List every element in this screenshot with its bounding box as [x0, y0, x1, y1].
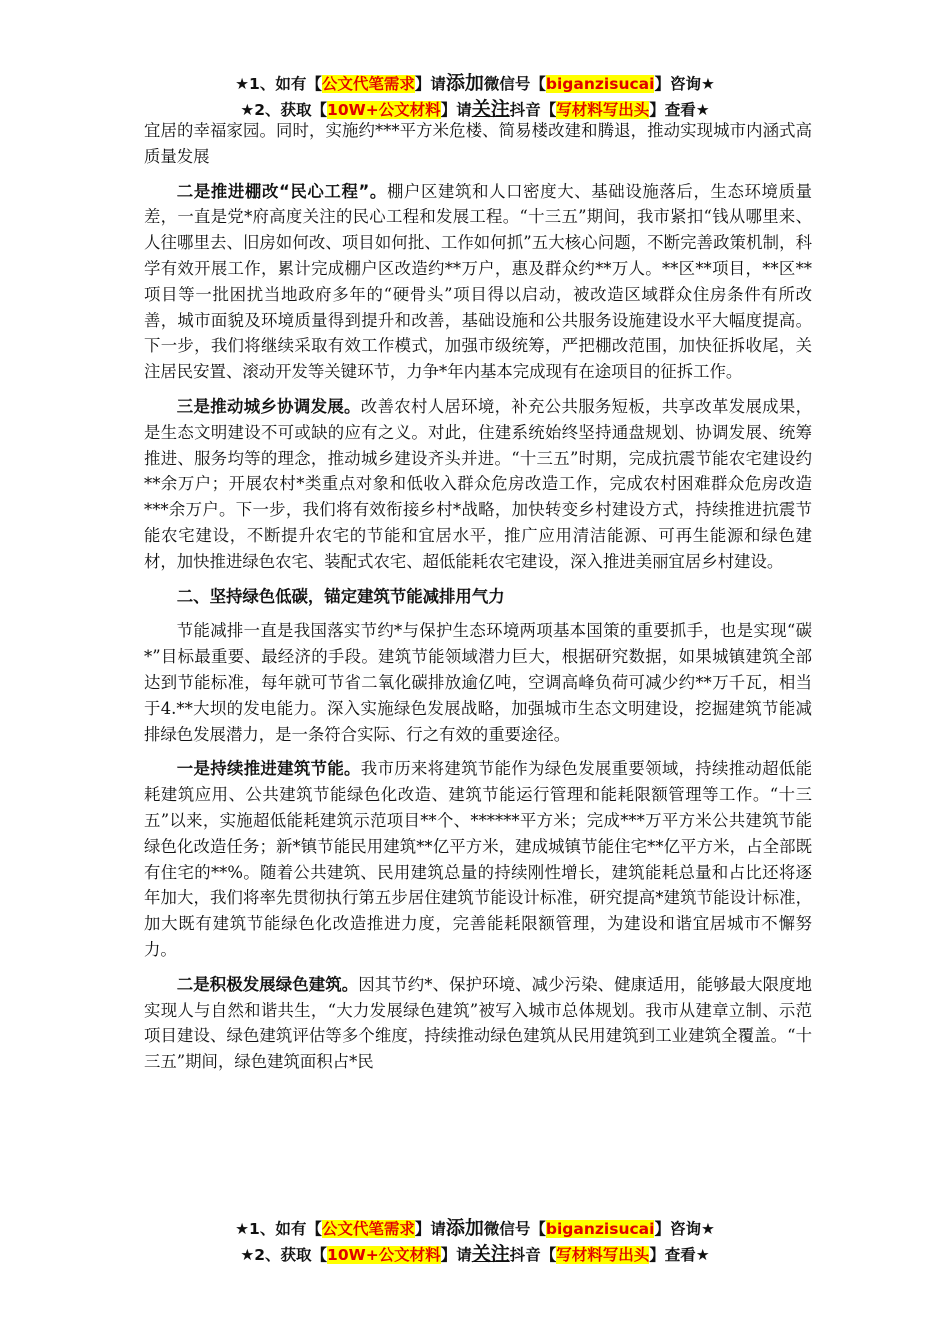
banner-text: 抖音【: [509, 1246, 557, 1264]
banner-tag: 10W+公文材料: [327, 101, 441, 119]
banner-line-1: [0, 70, 950, 96]
banner-tag: 10W+公文材料: [327, 1246, 441, 1264]
paragraph-lead: 二是推进棚改“民心工程”。: [176, 181, 387, 201]
banner-text: 】查看★: [649, 1246, 710, 1264]
banner-emphasis: 添加: [445, 1217, 484, 1239]
paragraph-lead: 三是推动城乡协调发展。: [176, 396, 361, 416]
banner-text: ★2、获取【: [240, 1246, 328, 1264]
paragraph-lead: 一是持续推进建筑节能。: [176, 759, 361, 779]
paragraph-text: 改善农村人居环境，补充公共服务短板，共享改革发展成果，是生态文明建设不可或缺的应有之义。对此，住建系统始终坚持通盘规划、协调发展、统筹推进、服务均等的理念，推动城乡建设齐头并进。“十三五”时期，完成抗震节能农宅建设约**余万户；开展农村*类重点对象和低收入群众危房改造工作，完成农村困难群众危房改造***余万户。下一步，我们将有效衔接乡村*战略，加快转变乡村建设方式，持续推进抗震节能农宅建设，不断提升农宅的节能和宜居水平，推广应用清洁能源、可再生能源和绿色建材，加快推进绿色农宅、装配式农宅、超低能耗农宅建设，深入推进美丽宜居乡村建设。: [144, 396, 813, 571]
paragraph: [144, 618, 812, 747]
section-heading: 二、坚持绿色低碳，锚定建筑节能减排用气力: [176, 586, 505, 606]
document-body: [144, 118, 812, 1084]
paragraph-text: 节能减排一直是我国落实节约*与保护生态环境两项基本国策的重要抓手，也是实现“碳*”目标最重要、最经济的手段。建筑节能领域潜力巨大，根据研究数据，如果城镇建筑全部达到节能标准，每年就可节省二氧化碳排放逾亿吨，空调高峰负荷可减少约**万千瓦，相当于4.**大坝的发电能力。深入实施绿色发展战略，加强城市生态文明建设，挖掘建筑节能减排绿色发展潜力，是一条符合实际、行之有效的重要途径。: [144, 621, 812, 744]
banner-text: ★1、如有【: [235, 1220, 322, 1238]
paragraph: [144, 394, 812, 575]
paragraph: [144, 756, 812, 962]
banner-tag: 公文代笔需求: [321, 75, 415, 93]
banner-text: 微信号【: [483, 75, 546, 93]
banner-tag: biganzisucai: [545, 75, 655, 93]
banner-tag: 写材料写出头: [556, 1246, 650, 1264]
banner-line-2: [0, 1241, 950, 1267]
paragraph: [144, 972, 812, 1075]
top-banner: [0, 70, 950, 122]
banner-emphasis: 关注: [471, 1243, 510, 1265]
banner-text: ★1、如有【: [235, 75, 322, 93]
banner-tag: 公文代笔需求: [321, 1220, 415, 1238]
banner-text: 抖音【: [509, 101, 557, 119]
banner-tag: 写材料写出头: [556, 101, 650, 119]
paragraph-text: 我市历来将建筑节能作为绿色发展重要领域，持续推动超低能耗建筑应用、公共建筑节能绿色化改造、建筑节能运行管理和能耗限额管理等工作。“十三五”以来，实施超低能耗建筑示范项目**个、******平方米；完成***万平方米公共建筑节能绿色化改造任务；新*镇节能民用建筑**亿平方米，建成城镇节能住宅**亿平方米，占全部既有住宅的**%。随着公共建筑、民用建筑总量的持续刚性增长，建筑能耗总量和占比还将逐年加大，我们将率先贯彻执行第五步居住建筑节能设计标准，研究提高*建筑节能设计标准，加大既有建筑节能绿色化改造推进力度，完善能耗限额管理，为建设和谐宜居城市不懈努力。: [144, 759, 813, 959]
banner-tag: biganzisucai: [545, 1220, 655, 1238]
banner-emphasis: 关注: [471, 98, 510, 120]
banner-text: 】查看★: [649, 101, 710, 119]
banner-text: 】请: [414, 1220, 446, 1238]
banner-text: 】请: [414, 75, 446, 93]
paragraph: [144, 179, 812, 385]
banner-text: 】请: [440, 1246, 472, 1264]
bottom-banner: [0, 1215, 950, 1267]
banner-text: 】咨询★: [654, 75, 715, 93]
banner-text: 】请: [440, 101, 472, 119]
banner-emphasis: 添加: [445, 72, 484, 94]
paragraph: [144, 118, 812, 170]
paragraph-text: 棚户区建筑和人口密度大、基础设施落后，生态环境质量差，一直是党*府高度关注的民心工程和发展工程。“十三五”期间，我市紧扣“钱从哪里来、人往哪里去、旧房如何改、项目如何批、工作如何抓”五大核心问题，不断完善政策机制，科学有效开展工作，累计完成棚户区改造约**万户，惠及群众约**万人。**区**项目，**区**项目等一批困扰当地政府多年的“硬骨头”项目得以启动，被改造区域群众住房条件有所改善，城市面貌及环境质量得到提升和改善，基础设施和公共服务设施建设水平大幅度提高。下一步，我们将继续采取有效工作模式，加强市级统筹，严把棚改范围，加快征拆收尾，关注居民安置、滚动开发等关键环节，力争*年内基本完成现有在途项目的征拆工作。: [144, 181, 813, 382]
banner-text: 微信号【: [483, 1220, 546, 1238]
paragraph-lead: 二是积极发展绿色建筑。: [176, 974, 359, 994]
paragraph-text: 因其节约*、保护环境、减少污染、健康适用，能够最大限度地实现人与自然和谐共生，“大力发展绿色建筑”被写入城市总体规划。我市从建章立制、示范项目建设、绿色建筑评估等多个维度，持续推动绿色建筑从民用建筑到工业建筑全覆盖。“十三五”期间，绿色建筑面积占*民: [144, 974, 812, 1072]
banner-text: 】咨询★: [654, 1220, 715, 1238]
banner-line-1: [0, 1215, 950, 1241]
banner-text: ★2、获取【: [240, 101, 328, 119]
paragraph-text: 宜居的幸福家园。同时，实施约***平方米危楼、简易楼改建和腾退，推动实现城市内涵式高质量发展: [144, 121, 812, 166]
